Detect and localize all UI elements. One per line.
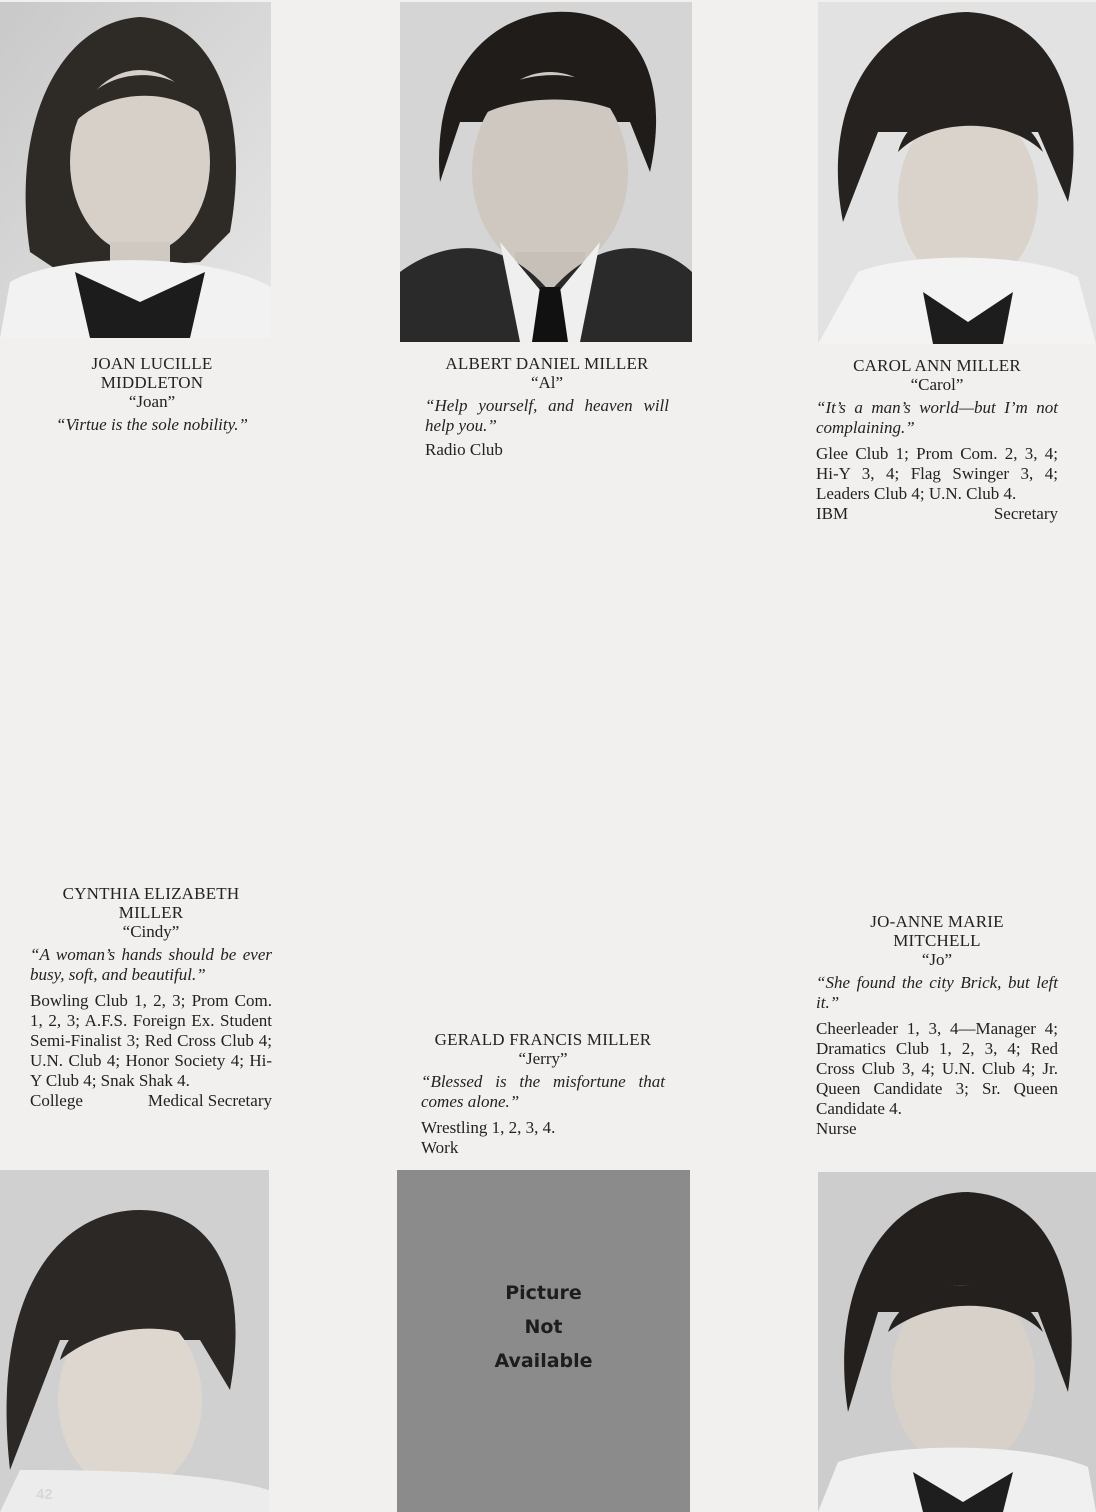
placeholder-line: Picture xyxy=(505,1282,582,1304)
future-left: Nurse xyxy=(816,1119,857,1138)
student-entry-carol-miller xyxy=(816,356,1058,524)
student-entry-gerald-miller xyxy=(421,1030,665,1158)
student-activities: Cheerleader 1, 3, 4—Manager 4; Dramatics Club 1, 2, 3, 4; Red Cross Club 3, 4; U.N. Club 4; Jr. Queen Candidate 3; Sr. Queen Candidate 4. xyxy=(816,1019,1058,1118)
student-activities: Glee Club 1; Prom Com. 2, 3, 4; Hi-Y 3, 4; Flag Swinger 3, 4; Leaders Club 4; U.N. Club 4. xyxy=(816,444,1058,503)
student-name: MIDDLETON xyxy=(100,373,204,392)
student-name: MITCHELL xyxy=(893,931,981,950)
student-nickname: “Cindy” xyxy=(122,922,180,941)
student-quote: “It’s a man’s world—but I’m not complaining.” xyxy=(816,398,1058,437)
student-future-plans xyxy=(816,504,1058,524)
student-name: CAROL ANN MILLER xyxy=(853,356,1021,375)
student-future-plans xyxy=(816,1119,1058,1139)
student-nickname: “Carol” xyxy=(910,375,964,394)
student-activities: Radio Club xyxy=(425,440,503,459)
future-left: College xyxy=(30,1091,83,1110)
page-number: 42 xyxy=(36,1486,53,1503)
student-quote: “A woman’s hands should be ever busy, soft, and beautiful.” xyxy=(30,945,272,984)
future-right: Secretary xyxy=(993,504,1058,523)
student-name: GERALD FRANCIS MILLER xyxy=(434,1030,652,1049)
student-name: MILLER xyxy=(118,903,184,922)
future-right: Medical Secretary xyxy=(147,1091,272,1110)
portrait-joanne-mitchell xyxy=(818,1172,1096,1512)
student-entry-albert-miller xyxy=(425,354,669,460)
student-quote: “Virtue is the sole nobility.” xyxy=(56,415,248,434)
student-nickname: “Jerry” xyxy=(518,1049,568,1068)
student-nickname: “Joan” xyxy=(128,392,176,411)
student-quote: “Blessed is the misfortune that comes alone.” xyxy=(421,1072,665,1111)
portrait-cynthia-miller xyxy=(0,1170,269,1512)
student-name: ALBERT DANIEL MILLER xyxy=(445,354,649,373)
student-name: JO-ANNE MARIE xyxy=(870,912,1004,931)
future-left: IBM xyxy=(816,504,849,523)
placeholder-line: Available xyxy=(494,1350,593,1372)
student-entry-cynthia-miller xyxy=(30,884,272,1111)
student-activities: Wrestling 1, 2, 3, 4. xyxy=(421,1118,556,1137)
student-future-plans xyxy=(30,1091,272,1111)
student-name: CYNTHIA ELIZABETH xyxy=(62,884,240,903)
student-nickname: “Jo” xyxy=(921,950,953,969)
portrait-joan-middleton xyxy=(0,2,271,338)
student-nickname: “Al” xyxy=(530,373,564,392)
portrait-albert-miller xyxy=(400,2,692,342)
picture-not-available-placeholder xyxy=(397,1170,690,1512)
student-entry-joanne-mitchell xyxy=(816,912,1058,1139)
future-left: Work xyxy=(421,1138,459,1157)
student-name: JOAN LUCILLE xyxy=(91,354,213,373)
student-entry-joan-middleton xyxy=(28,354,276,435)
portrait-carol-miller xyxy=(818,2,1096,344)
student-quote: “She found the city Brick, but left it.” xyxy=(816,973,1058,1012)
student-activities: Bowling Club 1, 2, 3; Prom Com. 1, 2, 3; A.F.S. Foreign Ex. Student Semi-Finalist 3; Red Cross Club 4; U.N. Club 4; Honor Society 4; Hi-Y Club 4; Snak Shak 4. xyxy=(30,991,272,1090)
placeholder-line: Not xyxy=(524,1316,563,1338)
student-future-plans xyxy=(421,1138,665,1158)
student-quote: “Help yourself, and heaven will help you.” xyxy=(425,396,669,435)
